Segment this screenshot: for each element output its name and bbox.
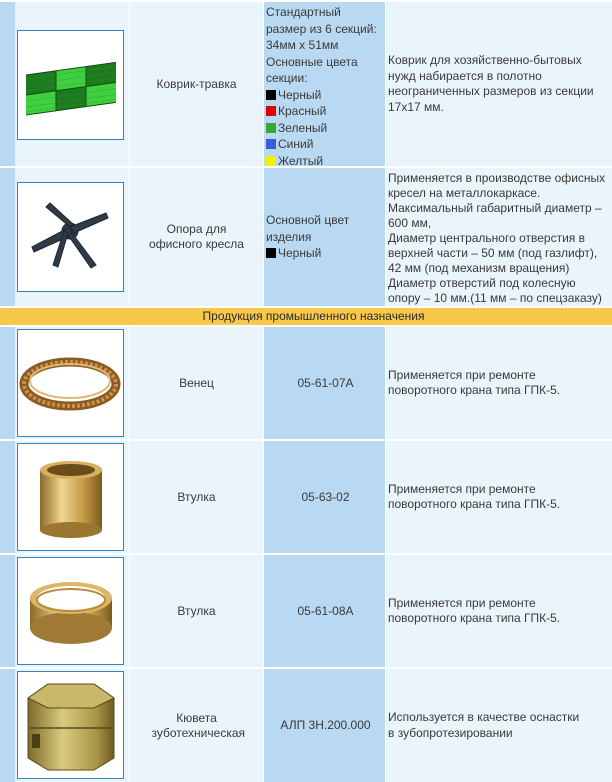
color-label: Зеленый (278, 120, 328, 135)
color-item (266, 245, 385, 262)
description-line: Применяется в производстве офисных (388, 171, 606, 185)
description-text: Применяется при ремонте поворотного крана типа ГПК-5. (388, 481, 561, 511)
color-swatch (266, 248, 276, 258)
spec-line: Основной цвет (266, 213, 350, 228)
green-mat-image (17, 30, 124, 140)
section-band-strip (0, 308, 15, 325)
product-code: 05-61-07А (264, 327, 386, 439)
row-strip (0, 2, 15, 166)
color-item (266, 153, 385, 170)
description-line: Максимальный габаритный диаметр – (388, 201, 602, 215)
color-swatch (266, 90, 276, 100)
product-name-text: Кювета зуботехническая (151, 710, 245, 740)
color-label: Черный (278, 87, 322, 102)
description-text: Коврик для хозяйственно-бытовых нужд набирается в полотно неограниченных размеров из секции 17х17 мм. (388, 53, 594, 114)
row-strip (0, 669, 15, 782)
ring-bushing-image (17, 557, 124, 665)
description-text: Применяется при ремонте поворотного крана типа ГПК-5. (388, 367, 561, 397)
color-swatch (266, 139, 276, 149)
description-line: Диаметр центрального отверстия в (388, 231, 585, 245)
spec-line: секции: (266, 71, 308, 85)
spec-line: Стандартный (266, 5, 341, 19)
row-strip (0, 168, 15, 306)
color-label: Красный (278, 104, 327, 118)
product-description (386, 669, 612, 782)
description-text: Используется в качестве оснастки в зубопротезировании (388, 710, 580, 740)
product-code: АЛП 3Н.200.000 (264, 669, 386, 782)
product-description (386, 555, 612, 667)
row-strip (0, 441, 15, 553)
description-text: Применяется при ремонте поворотного крана типа ГПК-5. (388, 595, 561, 625)
row-strip (0, 555, 15, 667)
row-strip (0, 327, 15, 439)
spec-line: Основные цвета (266, 54, 358, 69)
product-name (130, 669, 264, 782)
product-description (386, 168, 612, 306)
dental-cuvette-image (17, 671, 124, 779)
color-item (266, 87, 385, 104)
bushing-image (17, 443, 124, 551)
product-name: Венец (130, 327, 264, 439)
description-line: верхней части – 50 мм (под газлифт), (388, 246, 598, 260)
product-name: Втулка (130, 555, 264, 667)
spec-line: 34мм х 51мм (266, 38, 339, 52)
product-description (386, 327, 612, 439)
description-line: кресел на металлокаркасе. (388, 186, 541, 200)
image-cell (15, 555, 130, 667)
image-cell (15, 669, 130, 782)
color-label: Желтый (278, 153, 324, 168)
product-code: 05-61-08А (264, 555, 386, 667)
color-swatch (266, 156, 276, 166)
product-name-text: Опора для офисного кресла (149, 222, 244, 251)
color-label: Черный (278, 246, 322, 261)
color-swatch (266, 106, 276, 116)
description-line: 42 мм (под механизм вращения) (388, 261, 570, 275)
spec-line: размер из 6 секций: (266, 21, 377, 36)
description-line: 600 мм, (388, 216, 432, 230)
image-cell (15, 327, 130, 439)
color-swatch (266, 123, 276, 133)
description-line: Диаметр отверстий под колесную (388, 276, 576, 290)
color-item (266, 136, 385, 153)
product-description (386, 441, 612, 553)
product-name (130, 168, 264, 306)
chair-base-image (17, 182, 124, 292)
color-label: Синий (278, 137, 314, 151)
description-line: опору – 10 мм.(11 мм – по спецзаказу) (388, 291, 602, 305)
gear-ring-image (17, 329, 124, 437)
product-code: 05-63-02 (264, 441, 386, 553)
color-item (266, 120, 385, 137)
spec-line: изделия (266, 229, 312, 244)
product-spec (264, 2, 386, 166)
image-cell (15, 441, 130, 553)
product-name: Коврик-травка (130, 2, 264, 166)
image-cell (15, 168, 130, 306)
section-band: Продукция промышленного назначения (15, 308, 612, 325)
product-description (386, 2, 612, 166)
image-cell (15, 2, 130, 166)
color-item (266, 103, 385, 120)
product-name: Втулка (130, 441, 264, 553)
product-spec (264, 168, 386, 306)
